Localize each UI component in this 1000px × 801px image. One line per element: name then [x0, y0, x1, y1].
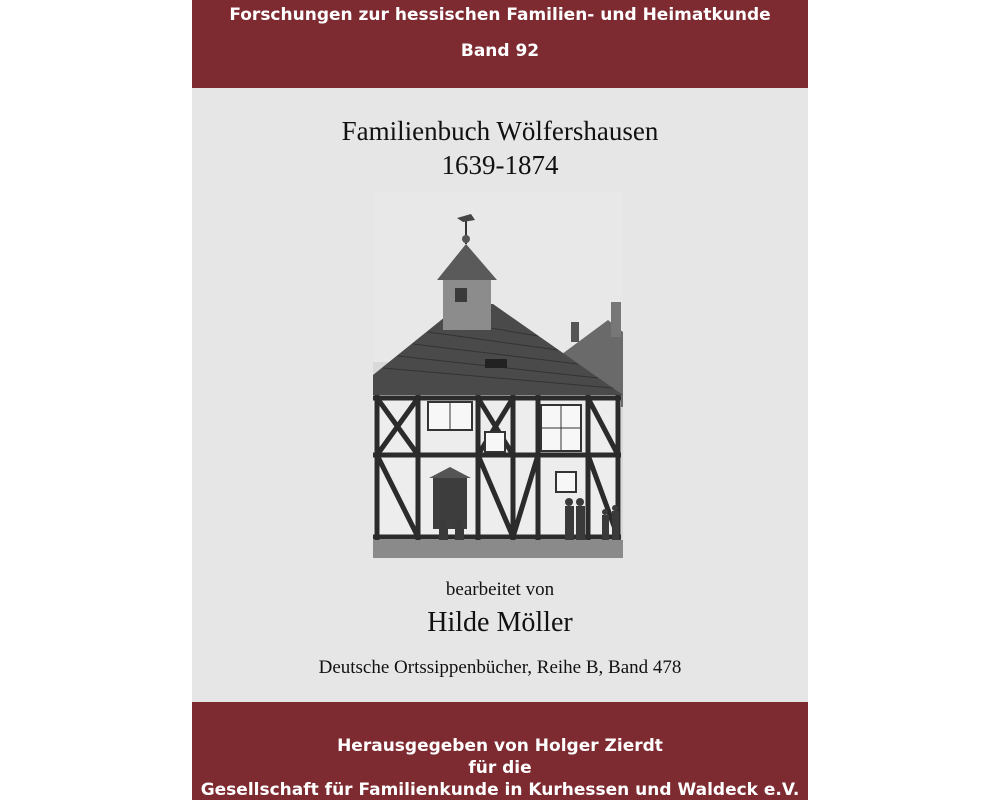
author-name: Hilde Möller: [427, 607, 573, 638]
cover-photo: [373, 192, 623, 558]
book-cover: [192, 0, 808, 800]
publisher-line-1: Herausgegeben von Holger Zierdt: [337, 736, 663, 756]
book-years: 1639-1874: [441, 150, 559, 180]
half-timbered-house-photo: [373, 192, 623, 558]
publisher-line-2: für die: [468, 758, 532, 778]
series-info: Deutsche Ortssippenbücher, Reihe B, Band 478: [318, 657, 682, 678]
edited-by-label: bearbeitet von: [445, 579, 555, 600]
footer-band: [192, 702, 808, 800]
publisher-line-3: Gesellschaft für Familienkunde in Kurhessen und Waldeck e.V.: [200, 780, 800, 800]
volume-number: Band 92: [460, 41, 540, 61]
series-title: Forschungen zur hessischen Familien- und Heimatkunde: [229, 5, 771, 25]
book-title: Familienbuch Wölfershausen: [341, 116, 659, 146]
header-band: [192, 0, 808, 88]
